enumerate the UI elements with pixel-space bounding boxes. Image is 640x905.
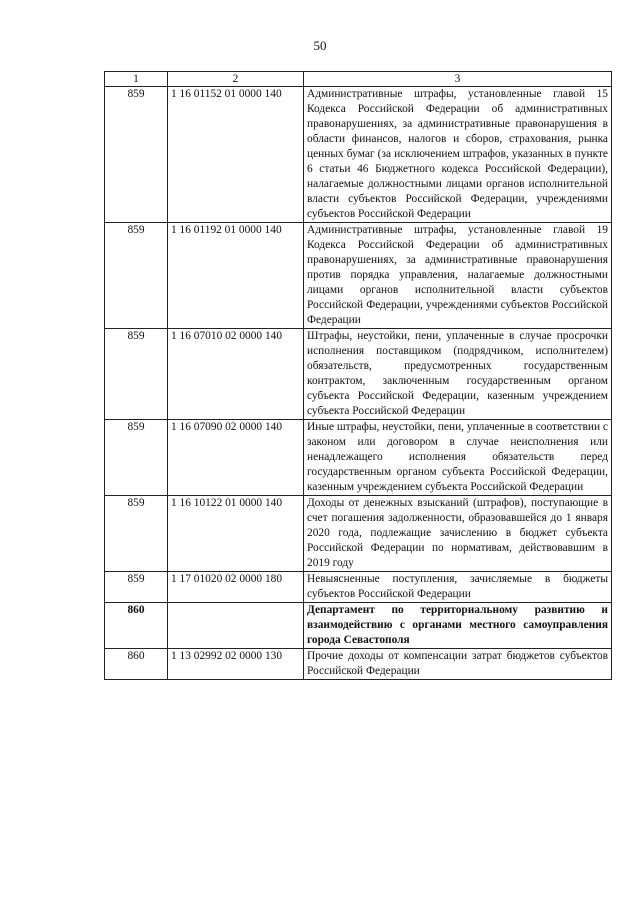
revenue-name-cell: Невыясненные поступления, зачисляемые в бюджеты субъектов Российской Федерации [304,572,612,603]
revenue-name-cell: Штрафы, неустойки, пени, уплаченные в случае просрочки исполнения поставщиком (подрядчиком, исполнителем) обязательств, предусмотренных государственным контрактом, заключенным государственным органом субъекта Российской Федерации, казенным учреждением субъекта Российской Федерации [304,329,612,420]
page-number: 50 [313,38,327,53]
table-row [105,329,612,420]
table-header-row [105,72,612,87]
admin-code-cell: 859 [105,496,168,572]
budget-code-cell: 1 16 10122 01 0000 140 [168,496,304,572]
admin-code-cell: 859 [105,329,168,420]
revenue-name-cell: Административные штрафы, установленные главой 19 Кодекса Российской Федерации об административных правонарушениях, за административные правонарушения против порядка управления, налагаемые должностными лицами органов исполнительной власти субъектов Российской Федерации, учреждениями субъектов Российской Федерации [304,223,612,329]
admin-code-cell: 859 [105,572,168,603]
budget-code-cell: 1 13 02992 02 0000 130 [168,649,304,680]
column-header-2: 2 [168,72,304,87]
table-row [105,496,612,572]
admin-code-cell: 860 [105,649,168,680]
table-row [105,420,612,496]
budget-code-cell: 1 16 07090 02 0000 140 [168,420,304,496]
admin-code-cell: 860 [105,603,168,649]
table-body [105,87,612,680]
budget-code-cell: 1 16 01152 01 0000 140 [168,87,304,223]
budget-code-cell [168,603,304,649]
admin-code-cell: 859 [105,420,168,496]
revenue-name-cell: Иные штрафы, неустойки, пени, уплаченные в соответствии с законом или договором в случае неисполнения или ненадлежащего исполнения обязательств перед государственным органом субъекта Российской Федерации, казенным учреждением субъекта Российской Федерации [304,420,612,496]
revenue-codes-table [104,71,612,680]
revenue-name-cell: Административные штрафы, установленные главой 15 Кодекса Российской Федерации об административных правонарушениях, за административные правонарушения в области финансов, налогов и сборов, страхования, рынка ценных бумаг (за исключением штрафов, указанных в пункте 6 статьи 46 Бюджетного кодекса Российской Федерации), налагаемые должностными лицами органов исполнительной власти субъектов Российской Федерации, учреждениями субъектов Российской Федерации [304,87,612,223]
admin-code-cell: 859 [105,223,168,329]
column-header-3: 3 [304,72,612,87]
revenue-name-cell: Прочие доходы от компенсации затрат бюджетов субъектов Российской Федерации [304,649,612,680]
revenue-name-cell: Доходы от денежных взысканий (штрафов), поступающие в счет погашения задолженности, образовавшейся до 1 января 2020 года, подлежащие зачислению в бюджет субъекта Российской Федерации по нормативам, действовавшим в 2019 году [304,496,612,572]
table-row [105,572,612,603]
column-header-1: 1 [105,72,168,87]
table-row [105,649,612,680]
budget-code-cell: 1 17 01020 02 0000 180 [168,572,304,603]
budget-code-cell: 1 16 01192 01 0000 140 [168,223,304,329]
table-row [105,223,612,329]
admin-code-cell: 859 [105,87,168,223]
table-row [105,87,612,223]
revenue-name-cell: Департамент по территориальному развитию и взаимодействию с органами местного самоуправления города Севастополя [304,603,612,649]
table-row [105,603,612,649]
budget-code-cell: 1 16 07010 02 0000 140 [168,329,304,420]
